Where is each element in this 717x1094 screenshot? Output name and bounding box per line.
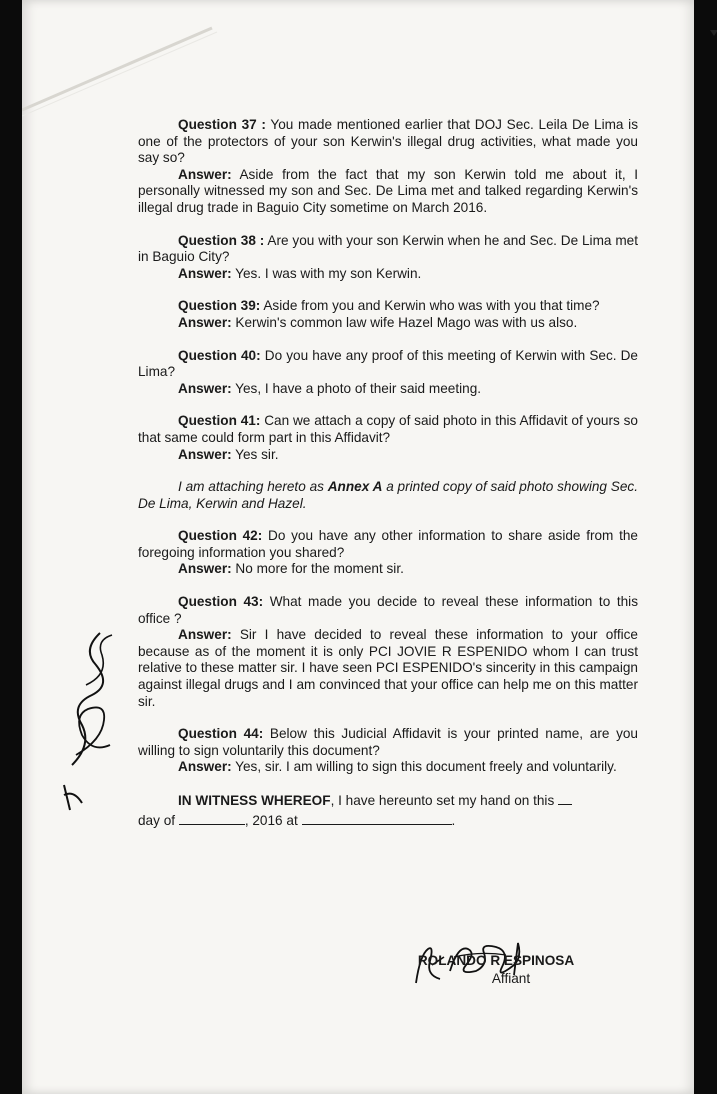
answer-label: Answer:	[178, 166, 232, 182]
blank-day	[558, 792, 572, 805]
answer-label: Answer:	[178, 627, 232, 643]
question-text: Are you with your son Kerwin when he and Sec. De Lima met in Baguio City?	[138, 232, 638, 265]
question-text: Do you have any proof of this meeting of Kerwin with Sec. De Lima?	[138, 347, 638, 380]
margin-initial-signature	[52, 625, 122, 825]
question-label: Question 44:	[178, 726, 264, 742]
question-text: You made mentioned earlier that DOJ Sec. Leila De Lima is one of the protectors of your son Kerwin's illegal drug activities, what made you say so?	[138, 117, 638, 166]
answer-text: Aside from the fact that my son Kerwin told me about it, I personally witnessed my son and Sec. De Lima met and talked regarding Kerwin's illegal drug trade in Baguio City sometime on March 2016.	[138, 166, 638, 215]
question-label: Question 38 :	[178, 232, 265, 248]
qa-40	[138, 348, 638, 398]
question-label: Question 39:	[178, 298, 261, 314]
answer-label: Answer:	[178, 561, 232, 577]
answer-label: Answer:	[178, 314, 232, 330]
witness-clause: IN WITNESS WHEREOF, I have hereunto set my hand on this	[138, 792, 638, 810]
qa-42	[138, 528, 638, 578]
witness-label: IN WITNESS WHEREOF	[178, 793, 331, 808]
question-label: Question 42:	[178, 528, 263, 544]
qa-41	[138, 413, 638, 463]
answer-text: Yes sir.	[231, 446, 279, 462]
qa-38	[138, 233, 638, 283]
affiant-role: Affiant	[491, 971, 531, 986]
answer-text: Kerwin's common law wife Hazel Mago was with us also.	[231, 314, 578, 330]
corner-mark	[710, 30, 717, 36]
question-text: Do you have any other information to share aside from the foregoing information you shared?	[138, 528, 638, 560]
question-label: Question 41:	[178, 413, 261, 429]
answer-text: Yes, sir. I am willing to sign this document freely and voluntarily.	[231, 759, 617, 775]
folded-corner-crease	[22, 0, 222, 120]
annex-note: I am attaching hereto as Annex A a printed copy of said photo showing Sec. De Lima, Kerwin and Hazel.	[138, 479, 638, 511]
question-label: Question 40:	[178, 347, 261, 363]
annex-label: Annex A	[327, 479, 383, 495]
question-label: Question 43:	[178, 594, 264, 610]
qa-37	[138, 117, 638, 217]
signature-block	[406, 952, 586, 988]
affidavit-page	[22, 0, 694, 1094]
blank-place	[302, 812, 452, 825]
qa-43	[138, 594, 638, 710]
answer-label: Answer:	[178, 265, 232, 281]
qa-44	[138, 726, 638, 776]
answer-label: Answer:	[178, 759, 232, 775]
question-text: Aside from you and Kerwin who was with you that time?	[260, 298, 600, 314]
question-text: Can we attach a copy of said photo in this Affidavit of yours so that same could form part in this Affidavit?	[138, 413, 638, 445]
blank-month	[179, 812, 245, 825]
answer-text: Yes, I have a photo of their said meeting.	[231, 380, 482, 396]
answer-text: No more for the moment sir.	[231, 561, 404, 577]
answer-text: Sir I have decided to reveal these information to your office because as of the moment it is only PCI JOVIE R ESPENIDO whom I can trust relative to these matter sir. I have seen PCI ESPENIDO's sincerity in this campaign against illegal drugs and I am convinced that your office can help me on this matter sir.	[138, 627, 638, 709]
answer-label: Answer:	[178, 380, 232, 396]
question-text: Below this Judicial Affidavit is your printed name, are you willing to sign voluntarily this document?	[138, 726, 638, 758]
date-place-line: day of , 2016 at .	[138, 812, 456, 828]
question-label: Question 37 :	[178, 117, 266, 132]
qa-39	[138, 298, 638, 331]
affidavit-body	[138, 117, 638, 829]
affiant-name: ROLANDO R ESPINOSA	[417, 953, 575, 968]
answer-label: Answer:	[178, 446, 232, 462]
question-text: What made you decide to reveal these information to this office ?	[138, 594, 638, 626]
answer-text: Yes. I was with my son Kerwin.	[231, 265, 422, 281]
